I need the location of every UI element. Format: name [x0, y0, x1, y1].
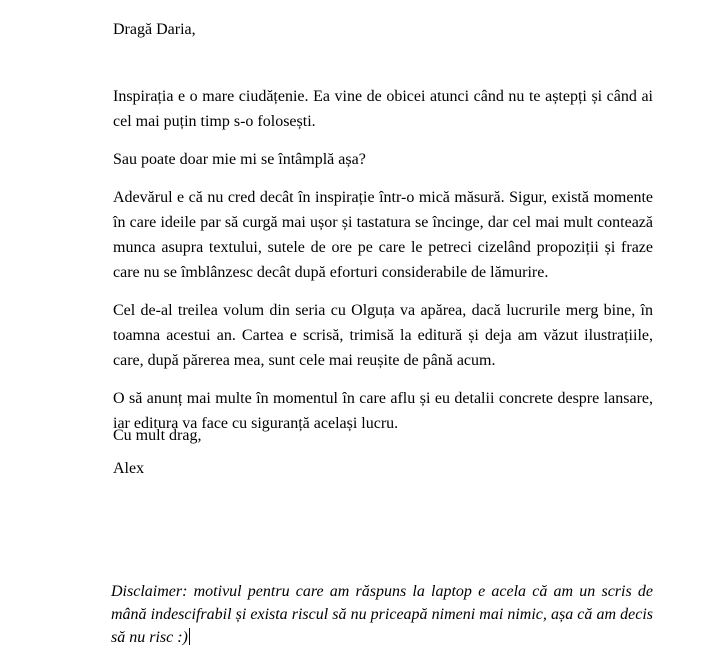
disclaimer-text: Disclaimer: motivul pentru care am răspuns la laptop e acela că am un scris de mână indescifrabil și exista riscul să nu priceapă nimeni mai nimic, așa că am decis să nu risc :): [111, 583, 653, 646]
letter-disclaimer[interactable]: [111, 580, 653, 649]
letter-closing: Cu mult drag,: [113, 427, 202, 444]
letter-paragraph: Inspirația e o mare ciudățenie. Ea vine de obicei atunci când nu te aștepți și când ai cel mai puțin timp s-o folosești.: [113, 88, 653, 130]
text-cursor: [189, 628, 190, 645]
letter-paragraph: Sau poate doar mie mi se întâmplă așa?: [113, 151, 366, 168]
letter-body: [113, 84, 653, 449]
letter-paragraph: Adevărul e că nu cred decât în inspirație într-o mică măsură. Sigur, există momente în care ideile par să curgă mai ușor și tastatura se încinge, dar cel mai mult contează munca asupra textului, sutele de ore pe care le petreci cizelând propoziții și fraze care nu se îmblânzesc decât după eforturi considerabile de lămurire.: [113, 189, 653, 281]
letter-signature: Alex: [113, 460, 145, 477]
letter-greeting: Dragă Daria,: [113, 21, 196, 38]
letter-paragraph: O să anunț mai multe în momentul în care aflu și eu detalii concrete despre lansare, iar editura va face cu siguranță același lucru.: [113, 390, 653, 432]
letter-paragraph: Cel de-al treilea volum din seria cu Olguța va apărea, dacă lucrurile merg bine, în toamna acestui an. Cartea e scrisă, trimisă la editură și deja am văzut ilustrațiile, care, după părerea mea, sunt cele mai reușite de până acum.: [113, 302, 653, 369]
